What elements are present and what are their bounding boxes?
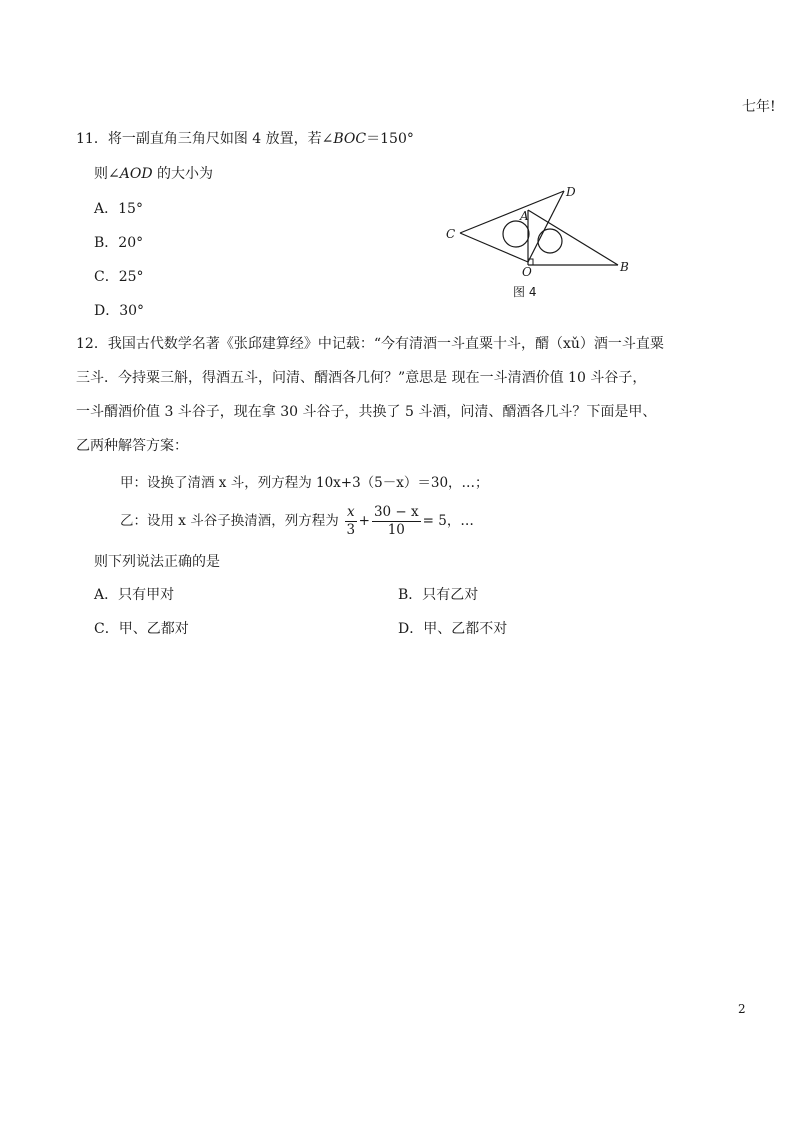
page-number: 2 (738, 1002, 746, 1016)
plus-sign: + (358, 513, 370, 529)
solution-yi (120, 503, 474, 539)
fraction-numerator: 30 − x (373, 504, 419, 520)
option-text: 只有甲对 (118, 587, 175, 603)
q12-option-b (398, 584, 478, 604)
figure-4 (440, 180, 640, 300)
question-11-number: 11． (76, 131, 108, 147)
option-text: 15° (118, 201, 143, 217)
fraction-denominator: 3 (346, 522, 356, 538)
label-b: B (620, 260, 629, 274)
question-12-text-1: 我国古代数学名著《张邱建算经》中记载：“今有清酒一斗直粟十斗，醑（xǔ）酒一斗直粟 (107, 336, 664, 352)
question-11-text-a: 将一副直角三角尺如图 4 放置，若∠ (107, 131, 334, 147)
option-text: 甲、乙都不对 (423, 621, 508, 637)
option-letter: B． (94, 235, 119, 251)
option-text: 20° (118, 235, 144, 251)
q12-option-a (94, 584, 174, 604)
option-letter: A． (94, 201, 119, 217)
fraction-numerator: x (347, 504, 355, 520)
question-12-line3: 一斗醑酒价值 3 斗谷子，现在拿 30 斗谷子，共换了 5 斗酒，问清、醑酒各几斗？下面是甲、 (76, 404, 657, 420)
option-letter: D． (94, 303, 120, 319)
solution-jia: 甲：设换了清酒 x 斗，列方程为 10x+3（5－x）＝30，…； (120, 475, 489, 491)
header-grade: 七年! (742, 99, 776, 115)
q11-option-a (94, 198, 143, 218)
option-text: 甲、乙都对 (118, 621, 189, 637)
question-11-stem (76, 128, 414, 148)
question-11-text-b: ＝150° (366, 131, 414, 147)
q12-option-d (398, 618, 507, 638)
question-12-line1 (76, 333, 664, 353)
q11-option-b (94, 232, 143, 252)
triangle-hole-left (503, 221, 529, 247)
segment-ab (528, 210, 618, 265)
option-letter: C． (94, 269, 119, 285)
question-11-line2-b: 的大小为 (152, 166, 213, 182)
option-text: 30° (119, 303, 145, 319)
question-12-line4: 乙两种解答方案： (76, 438, 188, 454)
q11-option-d (94, 300, 144, 320)
segment-do (528, 191, 564, 262)
fraction-30-minus-x-over-10 (372, 504, 421, 539)
question-12-line2: 三斗．今持粟三斛，得酒五斗，问清、醑酒各几何？”意思是 现在一斗清酒价值 10 斗谷子， (76, 370, 647, 386)
question-11-angle-aod: AOD (119, 166, 153, 182)
option-letter: B． (398, 587, 423, 603)
question-12-number: 12． (76, 336, 108, 352)
question-11-angle-boc: BOC (333, 131, 367, 147)
label-o: O (522, 265, 532, 279)
option-letter: A． (94, 587, 119, 603)
label-c: C (446, 227, 456, 241)
option-letter: D． (398, 621, 424, 637)
question-11-line2-a: 则∠ (94, 166, 120, 182)
solution-yi-prefix: 乙：设用 x 斗谷子换清酒，列方程为 (120, 513, 339, 529)
q12-option-c (94, 618, 189, 638)
triangle-hole-right (538, 229, 562, 253)
label-d: D (566, 185, 576, 199)
option-text: 只有乙对 (422, 587, 479, 603)
fraction-x-over-3 (345, 504, 357, 539)
solution-yi-suffix: = 5，… (422, 513, 474, 529)
question-12-prompt: 则下列说法正确的是 (94, 554, 220, 570)
figure-4-diagram (440, 180, 640, 300)
label-a: A (520, 209, 529, 223)
question-11-line2 (94, 163, 213, 183)
segment-cd (460, 191, 564, 233)
fraction-denominator: 10 (387, 522, 405, 538)
segment-co (460, 233, 528, 262)
figure-caption: 图 4 (513, 285, 537, 299)
q11-option-c (94, 266, 144, 286)
option-letter: C． (94, 621, 119, 637)
option-text: 25° (118, 269, 144, 285)
